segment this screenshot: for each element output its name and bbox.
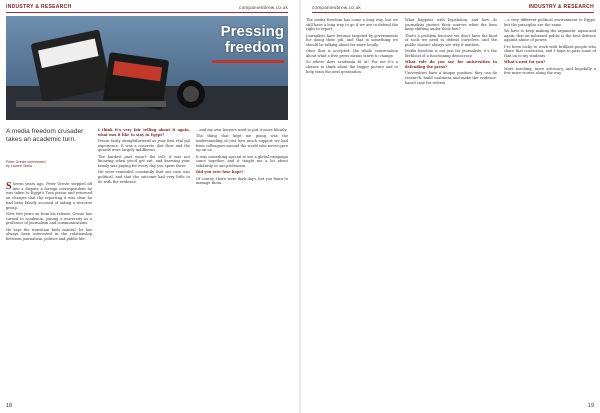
right-column-2 <box>405 18 497 400</box>
paragraph: Of course, there were dark days, but you learn to manage them. <box>196 176 288 186</box>
byline-line-1: Peter Greste interviewed <box>6 160 46 164</box>
paragraph: Media freedom is not just for journalists; it's the lifeblood of a functioning democracy. <box>405 49 497 59</box>
title-accent-bar <box>212 60 284 63</box>
right-page-number: 19 <box>587 403 594 409</box>
left-header <box>6 3 288 11</box>
question: Did you ever lose hope? <box>196 170 244 175</box>
left-site-label: companiesbrew.co.uk <box>239 4 288 10</box>
title-line-2: freedom <box>224 39 284 56</box>
byline-line-2: by Lauren Stella <box>6 164 32 169</box>
left-column-2 <box>98 128 190 402</box>
title-line-1: Pressing <box>220 23 284 40</box>
right-site-label: companiesbrew.co.uk <box>312 4 361 10</box>
paragraph: We were reminded constantly that our case was political, and that the outcome had very little to do with the evidence. <box>98 170 190 184</box>
paragraph: That's a problem because we don't have the kind of tools we need to defend ourselves, and the public doesn't always see why it matters. <box>405 33 497 48</box>
paragraph: Now, five years on from his release, Greste has turned to academia, joining a university as a professor of journalism and communications. <box>6 211 92 226</box>
paragraph: More teaching, more advocacy, and hopefully a few more stories along the way. <box>504 66 596 76</box>
right-column-1 <box>306 18 398 400</box>
article-dek: A media freedom crusader takes an academic turn. <box>6 128 84 143</box>
question: I think it's very fair telling about it again, what was it like to stay in Egypt? <box>98 128 190 137</box>
paragraph: I've been lucky to work with brilliant people who share that conviction, and I hope to pass some of that on to my students. <box>504 44 596 59</box>
right-page <box>306 0 600 413</box>
hero-photo <box>6 16 288 120</box>
spread-gutter <box>299 0 301 413</box>
right-section-label: INDUSTRY & RESEARCH <box>528 4 594 10</box>
left-page-number: 18 <box>6 403 13 409</box>
right-header-rule <box>312 12 594 13</box>
paragraph: It was something special to see a global campaign come together, and it taught me a lot about solidarity in our profession. <box>196 154 288 169</box>
paragraph: ...and my own lawyers used to put it more bluntly. <box>196 128 288 132</box>
paragraph: ...a very different political environment to Egypt, but the principles are the same. <box>504 18 596 27</box>
paragraph: The media freedom has come a long way, but we still have a long way to go if we are to defend the right to report. <box>306 18 398 32</box>
left-header-rule <box>6 12 288 13</box>
paragraph: Journalists have become targeted by governments for doing their job, and that is something we should be talking about far more loudly. <box>306 33 398 48</box>
paragraph: The hardest part wasn't the cell; it was not knowing when you'd get out, and knowing your family was paying for every day you spent there. <box>98 154 190 169</box>
paragraph: The thing that kept me going was the understanding of just how much support we had from colleagues around the world who never gave up on us. <box>196 134 288 153</box>
paragraph: Prison fairly straightforward as your first real jail experience. It was a concrete, dirt floor and the guards were largely indifferent. <box>98 139 190 153</box>
article-title <box>166 24 284 56</box>
paragraph: Universities have a unique position: they can do research, build coalitions and make the evidence-based case for reform. <box>405 71 497 85</box>
paragraph: What happens with legislation, and how do journalists protect their sources when the laws keep shifting under their feet? <box>405 18 497 32</box>
paragraph: We have to keep making the argument, again and again, that an informed public is the best defence against abuse of power. <box>504 29 596 43</box>
left-section-label: INDUSTRY & RESEARCH <box>6 4 72 10</box>
left-column-1 <box>6 182 92 402</box>
question: What role do you see for universities in defending the press? <box>405 60 497 70</box>
paragraph: He says the transition feels natural; he has always been interested in the relationship between journalism, politics and public life. <box>6 227 92 241</box>
right-column-3 <box>504 18 596 400</box>
left-page <box>0 0 294 413</box>
left-column-3 <box>196 128 288 402</box>
paragraph: Once that is accepted, the whole conversation about what a free press means starts to change. <box>306 49 398 59</box>
question: What's next for you? <box>504 60 546 65</box>
drop-cap: S <box>6 182 12 192</box>
right-header <box>312 3 594 11</box>
paragraph: So where does academia fit in? For me it's a chance to think about the bigger picture and to help train the next generation. <box>306 60 398 74</box>
paragraph: S Seven years ago, Peter Greste stepped off into a dispute a foreign correspondent he was taken to Egypt's Tora prison and returned on charges that the reporting it was clear he had been falsely accused of aiding a terrorist group. <box>6 182 92 210</box>
article-byline <box>6 160 92 169</box>
